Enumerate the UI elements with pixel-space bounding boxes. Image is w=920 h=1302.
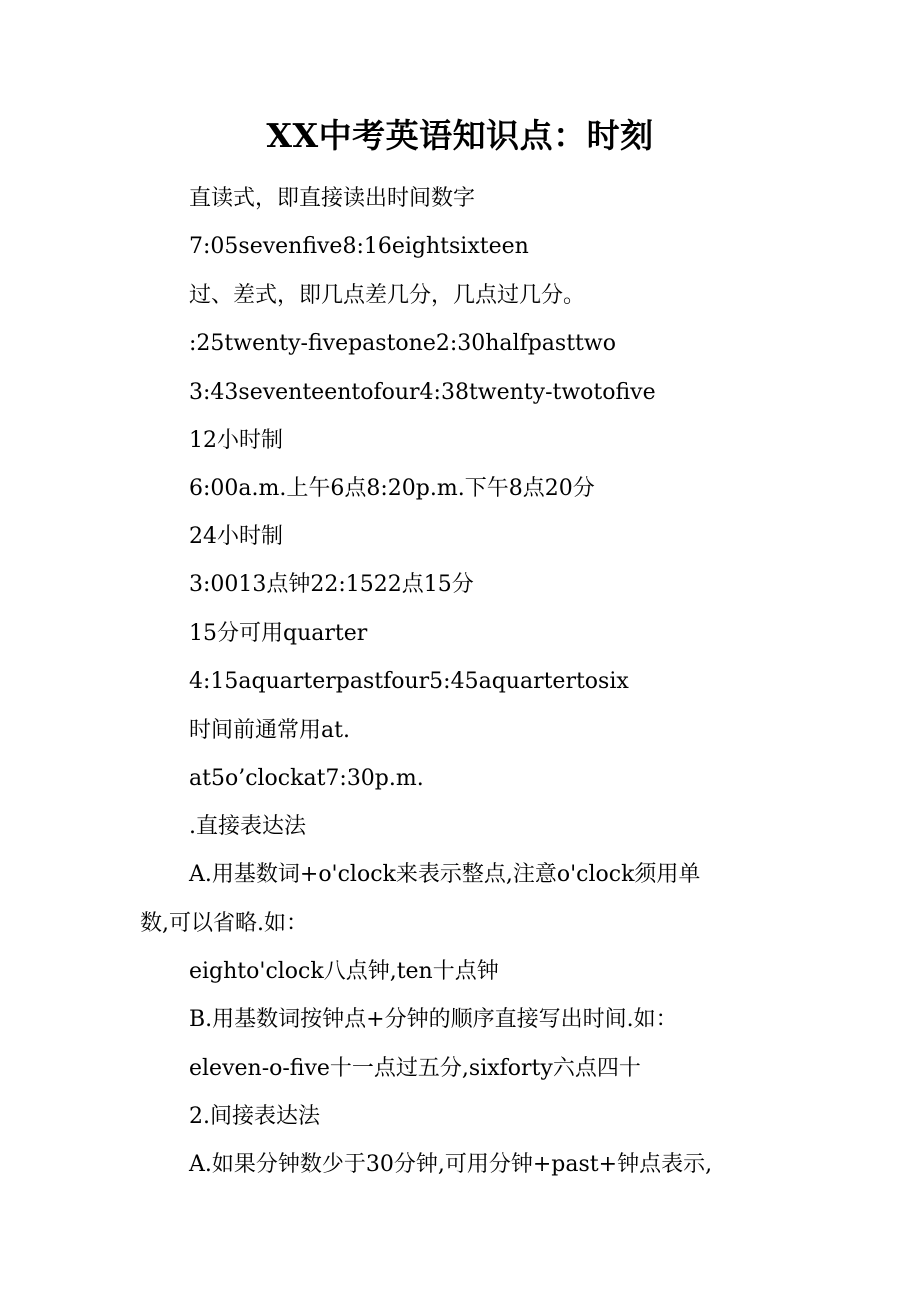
text-line: 6:00a.m.上午6点8:20p.m.下午8点20分 (189, 476, 595, 501)
text-line: eleven-o-five十一点过五分,sixforty六点四十 (189, 1056, 641, 1081)
text-line: eighto'clock八点钟,ten十点钟 (189, 959, 499, 984)
text-line: 7:05sevenfive8:16eightsixteen (189, 234, 529, 259)
text-line: 3:0013点钟22:1522点15分 (189, 572, 474, 597)
text-line: 12小时制 (189, 428, 283, 453)
text-line: B.用基数词按钟点+分钟的顺序直接写出时间.如： (189, 1007, 678, 1032)
text-line: 时间前通常用at. (189, 718, 350, 743)
document-title: XX中考英语知识点：时刻 (266, 116, 654, 155)
text-line: 过、差式，即几点差几分，几点过几分。 (189, 283, 586, 308)
text-line: 2.间接表达法 (189, 1104, 320, 1129)
text-line: A.如果分钟数少于30分钟,可用分钟+past+钟点表示, (189, 1152, 713, 1177)
text-line: :25twenty-fivepastone2:30halfpasttwo (189, 331, 616, 356)
text-line: at5o’clockat7:30p.m. (189, 766, 424, 791)
text-line: A.用基数词+o'clock来表示整点,注意o'clock须用单 (189, 862, 701, 887)
text-line: 15分可用quarter (189, 621, 368, 646)
text-line: 3:43seventeentofour4:38twenty-twotofive (189, 380, 656, 405)
text-line: 直读式，即直接读出时间数字 (189, 186, 476, 211)
text-line: 4:15aquarterpastfour5:45aquartertosix (189, 669, 629, 694)
text-line: 24小时制 (189, 524, 283, 549)
text-line: 数,可以省略.如： (140, 911, 308, 936)
text-line: .直接表达法 (189, 814, 306, 839)
